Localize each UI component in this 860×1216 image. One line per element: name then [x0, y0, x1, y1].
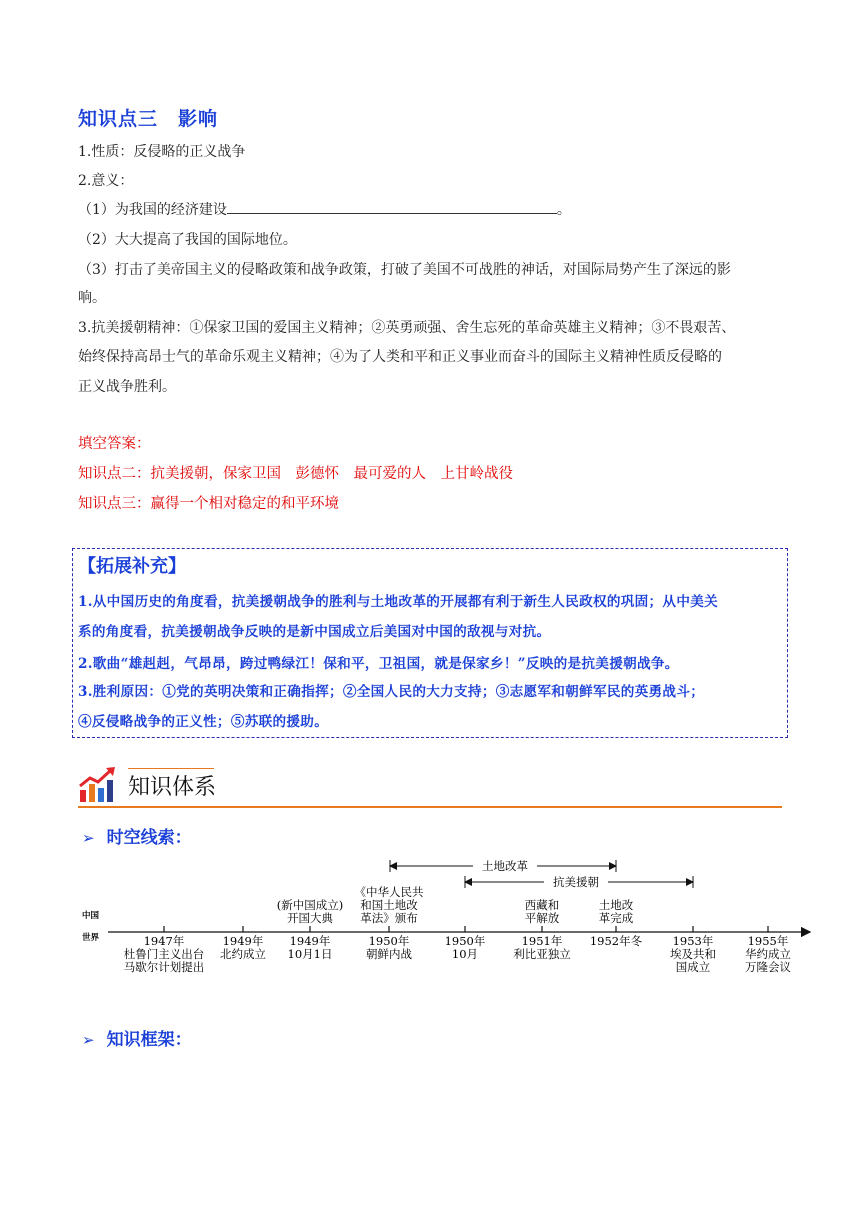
- world-event-label: 埃及共和国成立: [670, 947, 716, 974]
- extension-title: 【拓展补充】: [78, 556, 186, 577]
- timeline-ticks: [124, 926, 792, 974]
- answers-line-2: 知识点三：赢得一个相对稳定的和平环境: [78, 496, 339, 512]
- spirit-line-1: 3.抗美援朝精神：①保家卫国的爱国主义精神；②英勇顽强、舍生忘死的革命英雄主义精神；③不畏艰苦、: [78, 320, 736, 336]
- fill-blank[interactable]: [227, 200, 557, 214]
- tick-date-label: 1949年: [222, 934, 264, 948]
- significance-label: 2.意义：: [78, 173, 134, 189]
- row-label-china: 中国: [82, 911, 100, 921]
- extension-line-4: 3.胜利原因：①党的英明决策和正确指挥；②全国人民的大力支持；③志愿军和朝鲜军民的英勇战斗；: [78, 684, 705, 700]
- timeline-china-events: [277, 885, 634, 925]
- row-label-world: 世界: [82, 933, 100, 943]
- extension-line-1: 1.从中国历史的角度看，抗美援朝战争的胜利与土地改革的开展都有利于新生人民政权的巩固；从中美关: [78, 594, 719, 610]
- section-rule-top: [128, 768, 214, 769]
- tick-date-label: 1949年 10月1日: [287, 934, 333, 961]
- tick-date-label: 1952年冬: [589, 934, 643, 948]
- answers-title: 填空答案：: [78, 436, 151, 452]
- arrow-bullet-icon: ➢: [82, 829, 95, 847]
- framework-heading-text: 知识框架：: [106, 1030, 192, 1050]
- spirit-line-3: 正义战争胜利。: [78, 379, 176, 395]
- chart-growth-icon: [78, 766, 118, 804]
- timeline: [78, 852, 818, 982]
- timeline-heading-text: 时空线索：: [106, 828, 192, 848]
- china-event-label: (新中国成立)开国大典: [276, 898, 344, 925]
- tick-date-label: 1951年: [521, 934, 563, 948]
- china-event-label: 《中华人民共和国土地改革法》颁布: [354, 885, 424, 925]
- nature-line: 1.性质：反侵略的正义战争: [78, 144, 246, 160]
- world-event-label: 朝鲜内战: [366, 947, 412, 961]
- extension-line-2: 系的角度看，抗美援朝战争反映的是新中国成立后美国对中国的敌视与对抗。: [78, 624, 551, 640]
- span-kmyc-label: 抗美援朝: [553, 875, 599, 889]
- tick-date-label: 1947年: [143, 934, 185, 948]
- significance-item-2: （2）大大提高了我国的国际地位。: [78, 232, 297, 248]
- spirit-line-2: 始终保持高昂士气的革命乐观主义精神；④为了人类和平和正义事业而奋斗的国际主义精神性质反侵略的: [78, 349, 722, 365]
- framework-heading: [82, 1025, 192, 1050]
- arrow-bullet-icon: ➢: [82, 1031, 95, 1049]
- world-event-label: 北约成立: [220, 947, 266, 961]
- item1-prefix: （1）为我国的经济建设: [78, 202, 227, 218]
- world-event-label: 华约成立万隆会议: [745, 947, 791, 974]
- timeline-heading: [82, 823, 192, 848]
- extension-line-5: ④反侵略战争的正义性；⑤苏联的援助。: [78, 714, 329, 730]
- extension-line-3: 2.歌曲“雄赳赳，气昂昂，跨过鸭绿江！保和平，卫祖国，就是保家乡！”反映的是抗美援朝战争。: [78, 656, 679, 672]
- china-event-label: 土地改革完成: [598, 898, 634, 925]
- tick-date-label: 1950年 10月: [444, 934, 486, 961]
- china-event-label: 西藏和平解放: [524, 898, 560, 925]
- knowledge-system-title: 知识体系: [128, 775, 217, 800]
- section-rule: [78, 806, 782, 808]
- span-land-reform-label: 土地改革: [482, 859, 528, 873]
- tick-date-label: 1953年: [672, 934, 714, 948]
- world-event-label: 利比亚独立: [513, 947, 571, 961]
- section-heading-impact: 知识点三 影响: [78, 108, 219, 130]
- answers-line-1: 知识点二：抗美援朝，保家卫国 彭德怀 最可爱的人 上甘岭战役: [78, 466, 513, 482]
- world-event-label: 杜鲁门主义出台马歇尔计划提出: [123, 947, 205, 974]
- tick-date-label: 1955年: [747, 934, 789, 948]
- significance-item-1: [78, 200, 571, 220]
- significance-item-3-line1: （3）打击了美帝国主义的侵略政策和战争政策，打破了美国不可战胜的神话，对国际局势产生了深远的影: [78, 262, 731, 278]
- item1-suffix: 。: [556, 202, 571, 218]
- significance-item-3-line2: 响。: [78, 290, 106, 306]
- tick-date-label: 1950年: [368, 934, 410, 948]
